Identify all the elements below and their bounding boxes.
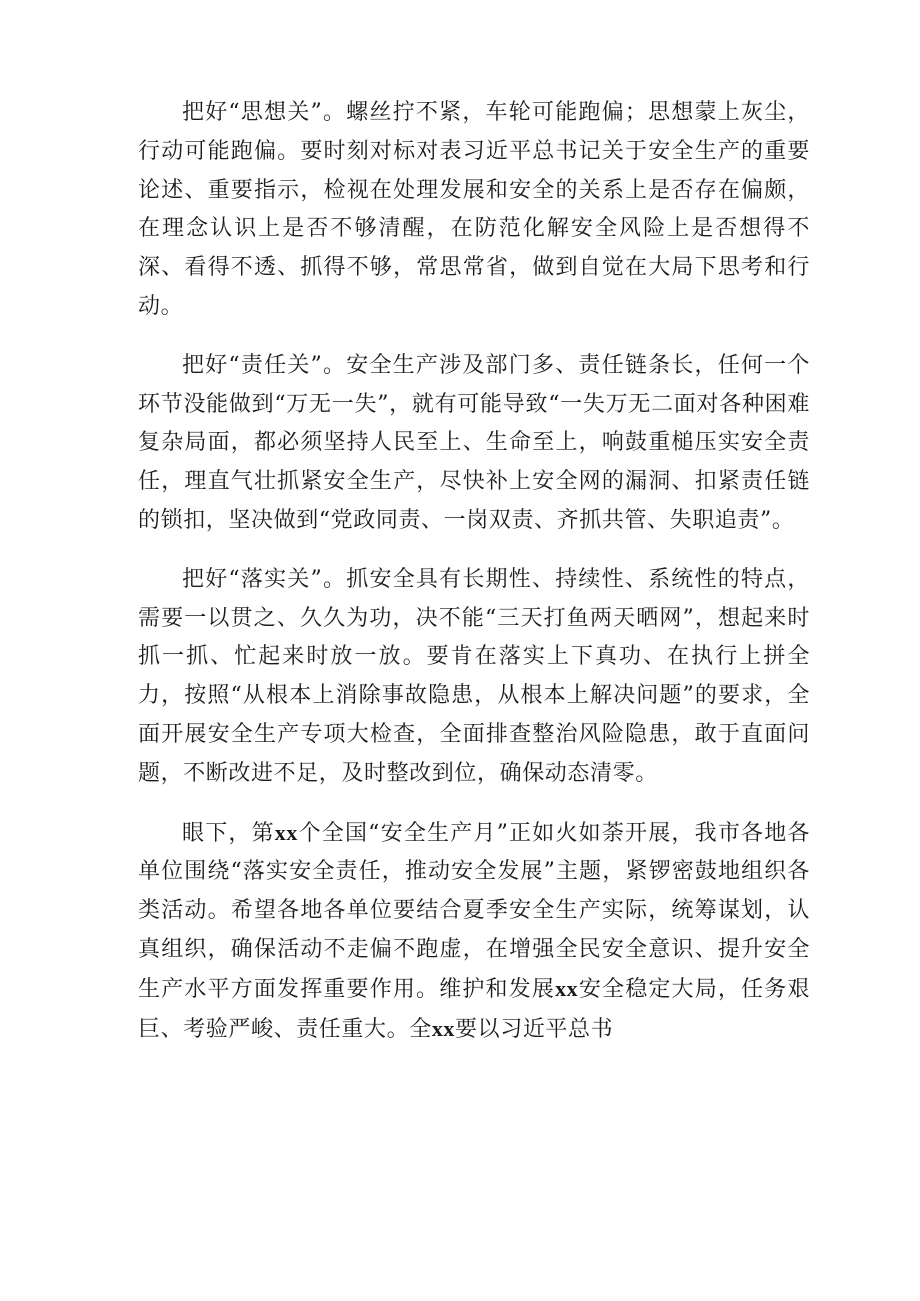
placeholder-xx: xx [555, 975, 579, 1001]
paragraph-text: 安全稳定大局，任务艰巨、考验严峻、责任重大。全 [138, 976, 810, 1042]
paragraph-text: 把好“责任关”。安全生产涉及部门多、责任链条长，任何一个环节没能做到“万无一失”，就有可能导致“一失万无二面对各种困难复杂局面，都必须坚持人民至上、生命至上，响鼓重槌压实安全责任，理直气壮抓紧安全生产，尽快补上安全网的漏洞、扣紧责任链的锁扣，坚决做到“党政同责、一岗双责、齐抓共管、失职追责”。 [138, 352, 810, 533]
paragraph-implementation-pass [138, 561, 810, 794]
paragraph-thought-pass [138, 94, 810, 327]
paragraph-safety-month [138, 814, 810, 1050]
document-body [138, 94, 810, 1049]
paragraph-responsibility-pass [138, 347, 810, 541]
paragraph-text: 要以习近平总书 [455, 1016, 614, 1042]
paragraph-text: 眼下，第 [182, 820, 275, 846]
paragraph-text: 个全国“安全生产月”正如火如荼开展，我市各地各单位围绕“落实安全责任，推动安全发展”主题，紧锣密鼓地组织各类活动。希望各地各单位要结合夏季安全生产实际，统筹谋划，认真组织，确保活动不走偏不跑虚，在增强全民安全意识、提升安全生产水平方面发挥重要作用。维护和发展 [138, 820, 811, 1002]
placeholder-xx: xx [431, 1015, 456, 1041]
paragraph-text: 把好“落实关”。抓安全具有长期性、持续性、系统性的特点，需要一以贯之、久久为功，决不能“三天打鱼两天晒网”，想起来时抓一抓、忙起来时放一放。要肯在落实上下真功、在执行上拼全力，按照“从根本上消除事故隐患，从根本上解决问题”的要求，全面开展安全生产专项大检查，全面排查整治风险隐患，敢于直面问题，不断改进不足，及时整改到位，确保动态清零。 [138, 566, 810, 786]
paragraph-text: 把好“思想关”。螺丝拧不紧，车轮可能跑偏；思想蒙上灰尘，行动可能跑偏。要时刻对标对表习近平总书记关于安全生产的重要论述、重要指示，检视在处理发展和安全的关系上是否存在偏颇，在理念认识上是否不够清醒，在防范化解安全风险上是否想得不深、看得不透、抓得不够，常思常省，做到自觉在大局下思考和行动。 [138, 100, 810, 319]
placeholder-xx: xx [274, 819, 298, 845]
